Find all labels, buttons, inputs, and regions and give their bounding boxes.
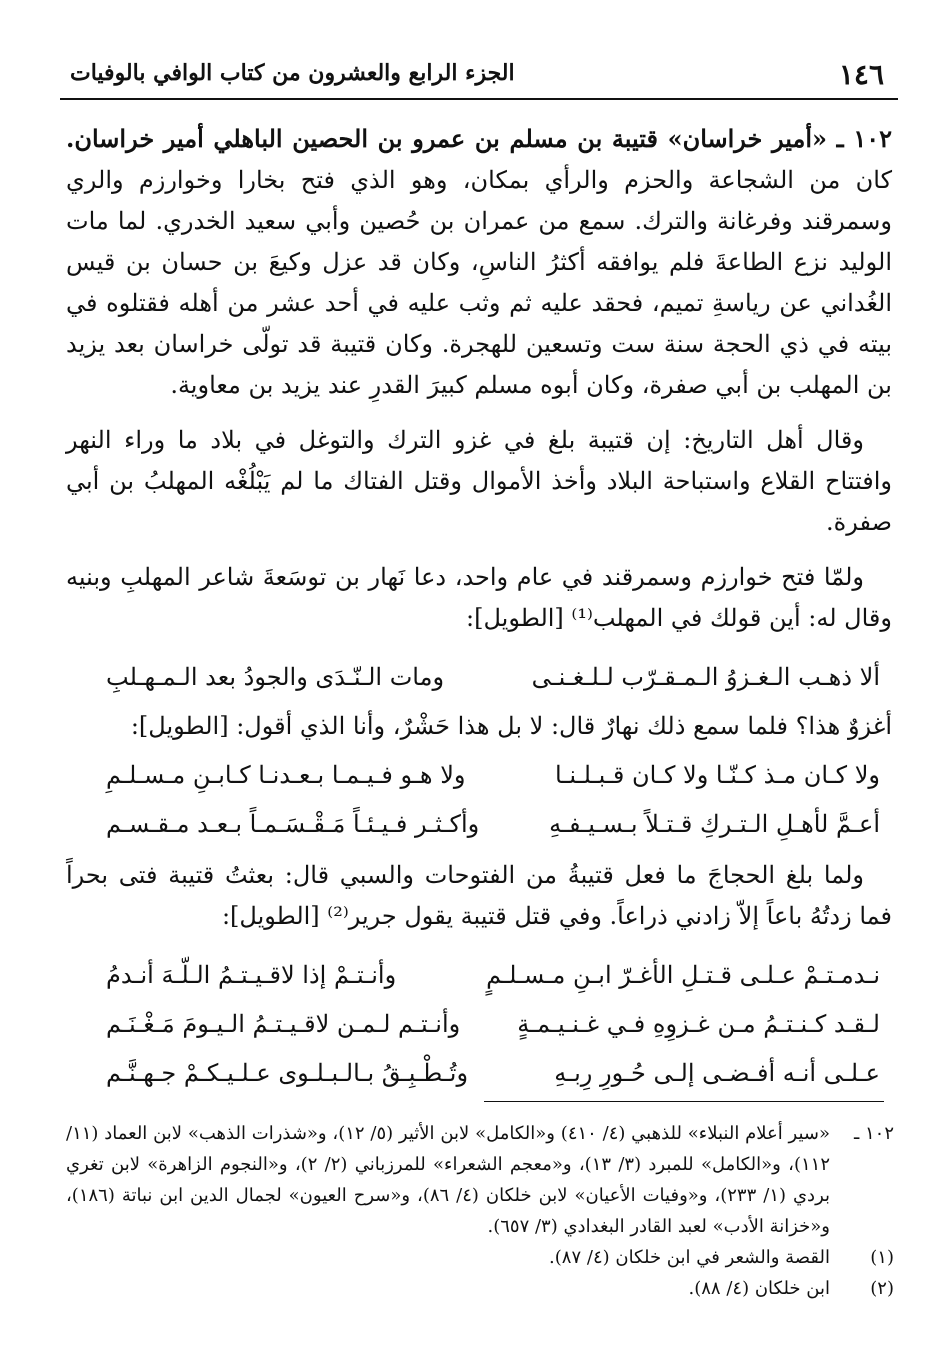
- page-header: [70, 56, 892, 96]
- verse-line: [66, 800, 892, 849]
- verse-second-hemistich: وأنـتـمْ إذا لاقـيـتـمُ الـلّـهَ أنـدمُ: [106, 961, 397, 989]
- footnotes: [66, 1118, 894, 1304]
- verse-first-hemistich: أعـمَّ لأهـلِ الـتـركِ قـتـلاً بـسـيـفـهِ: [549, 810, 880, 838]
- footnote-text: القصة والشعر في ابن خلكان (٤/ ٨٧).: [549, 1247, 830, 1268]
- verse-first-hemistich: لـقـد كـنـتـمُ مـن غـزوِهِ فـي غـنـيـمـةٍ: [517, 1010, 880, 1038]
- footnote-text: ابن خلكان (٤/ ٨٨).: [688, 1278, 830, 1299]
- verse-first-hemistich: نـدمـتـمْ عـلـى قـتـلِ الأغـرّ ابـنِ مـسـلـمٍ: [486, 961, 880, 989]
- running-title: الجزء الرابع والعشرون من كتاب الوافي بالوفيات: [70, 60, 515, 86]
- verse-block-3: [66, 951, 892, 1098]
- entry-paragraph-4: أغزوٌ هذا؟ فلما سمع ذلك نهارٌ قال: لا بل هذا حَشْرٌ، وأنا الذي أقول: [الطويل]:: [130, 712, 892, 740]
- verse-first-hemistich: ولا كـان مـذ كـنّـا ولا كـان قـبـلـنـا: [555, 761, 880, 789]
- header-rule: [60, 98, 898, 100]
- verse-line: [66, 1049, 892, 1098]
- verse-second-hemistich: وأكـثـر فـيـئـاً مَـقْـسَـمـاً بـعـد مـقـسـم: [106, 810, 480, 838]
- verse-line: [66, 751, 892, 800]
- footnote-2: [66, 1273, 894, 1304]
- verse-second-hemistich: وتُـطْـبِـقُ بـالـبـلـوى عـلـيـكـمْ جـهـنَّـم: [106, 1059, 469, 1087]
- verse-second-hemistich: وأنـتـم لـمـن لاقـيـتـمُ الـيـومَ مَـغْـنَـم: [106, 1010, 461, 1038]
- footnote-rule: [484, 1101, 884, 1102]
- verse-first-hemistich: ألا ذهـب الـغـزوُ الـمـقـرّب لـلـغـنـى: [531, 663, 880, 691]
- entry-paragraph-3: ولمّا فتح خوارزم وسمرقند في عام واحد، دعا نَهار بن توسَعةَ شاعر المهلبِ وبنيه وقال له: أين قولك في المهلب⁽¹⁾ [الطويل]:: [66, 563, 892, 632]
- verse-line: [66, 951, 892, 1000]
- footnote-number: (٢): [870, 1278, 894, 1299]
- verse-line: [66, 653, 892, 702]
- entry-paragraph-5: ولما بلغ الحجاجَ ما فعل قتيبةُ من الفتوحات والسبي قال: بعثتُ قتيبة فتى بحراً فما زدتُهُ باعاً إلاّ زادني ذراعاً. وفي قتل قتيبة يقول جرير⁽²⁾ [الطويل]:: [66, 861, 892, 930]
- entry-body: [66, 118, 892, 1104]
- verse-second-hemistich: ومات الـنّـدَى والجودُ بعد الـمـهـلبِ: [106, 663, 445, 691]
- entry-paragraph-1-text: كان من الشجاعة والحزم والرأي بمكان، وهو الذي فتح بخارا وخوارزم والري وسمرقند وفرغانة والترك. سمع من عمران بن حُصين وأبي سعيد الخدري. لما مات الوليد نزع الطاعةَ فلم يوافقه أكثرُ الناسِ، وكان قد عزل وكيعَ بن حسان بن قيس الغُداني عن رياسةِ تميم، فحقد عليه ثم وثب عليه في أحد عشر من أهله فقتلوه في بيته في ذي الحجة سنة ست وتسعين للهجرة. وكان قتيبة قد تولّى خراسان بعد يزيد بن المهلب بن أبي صفرة، وكان أبوه مسلم كبيرَ القدرِ عند يزيد بن معاوية.: [66, 166, 892, 399]
- verse-second-hemistich: ولا هـو فـيـمـا بـعـدنـا كـابـنِ مـسـلـمِ: [106, 761, 466, 789]
- footnote-number: (١): [870, 1247, 894, 1268]
- page-number: ١٤٦: [838, 58, 884, 91]
- footnote-text: «سير أعلام النبلاء» للذهبي (٤/ ٤١٠) و«الكامل» لابن الأثير (٥/ ١٢)، و«شذرات الذهب» لابن العماد (١١/ ١١٢)، و«الكامل» للمبرد (٣/ ١٣)، و«معجم الشعراء» للمرزباني (٢/ ٢)، و«النجوم الزاهرة» لابن تغري بردي (١/ ٢٣٣)، و«وفيات الأعيان» لابن خلكان (٤/ ٨٦)، و«سرح العيون» لجمال الدين ابن نباتة (١٨٦)، و«خزانة الأدب» لعبد القادر البغدادي (٣/ ٦٥٧).: [66, 1123, 831, 1237]
- entry-heading: ١٠٢ ـ «أمير خراسان» قتيبة بن مسلم بن عمرو بن الحصين الباهلي أمير خراسان.: [66, 124, 892, 153]
- footnote-1: [66, 1242, 894, 1273]
- footnote-sources: [66, 1118, 894, 1242]
- verse-block-1: [66, 653, 892, 849]
- footnote-number: ١٠٢ ـ: [853, 1123, 894, 1144]
- entry-paragraph-2: وقال أهل التاريخ: إن قتيبة بلغ في غزو الترك والتوغل في بلاد ما وراء النهر وافتتاح القلاع واستباحة البلاد وأخذ الأموال وقتل الفتاك ما لم يَبْلُغْه المهلبُ بن أبي صفرة.: [66, 426, 892, 536]
- entry-paragraph-1: [66, 118, 892, 406]
- verse-line: [66, 1000, 892, 1049]
- verse-first-hemistich: عـلـى أنـه أفـضـى إلـى حُـورِ رِبـهِ: [554, 1059, 880, 1087]
